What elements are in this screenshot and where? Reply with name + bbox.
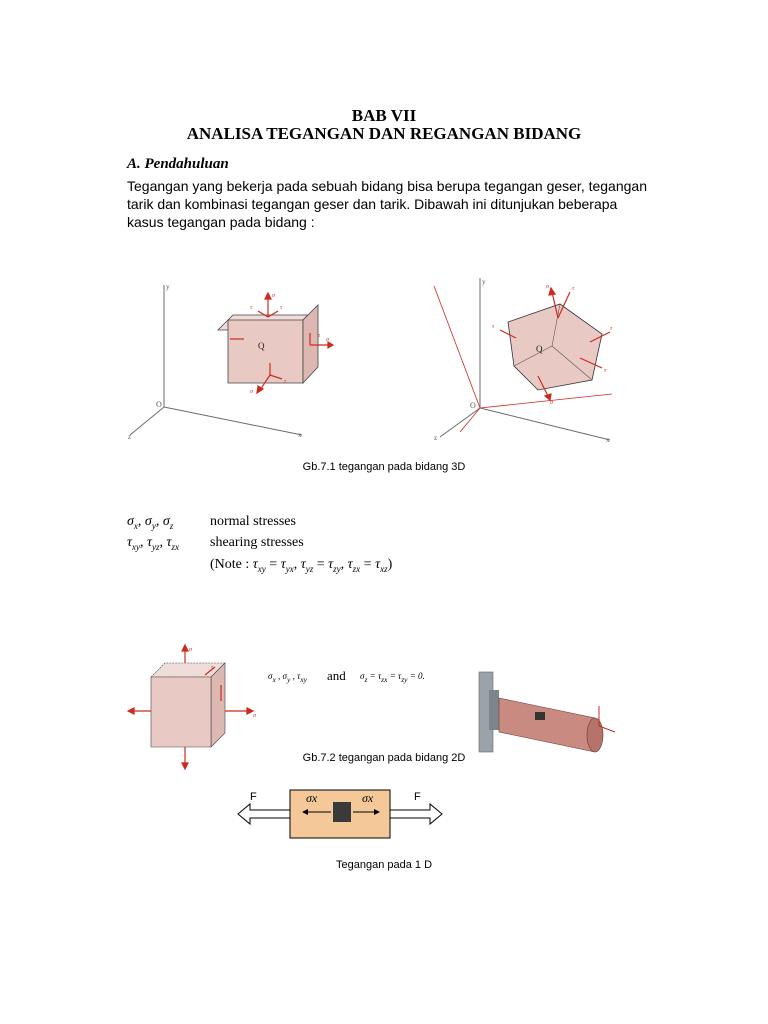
axis-label-x-right: x <box>606 436 610 444</box>
shearing-stresses-label: shearing stresses <box>210 535 304 550</box>
figure-1d-stress <box>236 786 446 846</box>
force-right-label: F <box>414 791 421 803</box>
axis-label-x: x <box>298 431 302 439</box>
origin-label-right: O <box>470 401 476 410</box>
normal-stress-symbols: $\sigma_x$, $\sigma_y$, $\sigma_z$ <box>127 514 174 531</box>
figure-cantilever-cylinder <box>475 662 625 762</box>
axis-label-z: z <box>128 433 132 441</box>
svg-text:σ: σ <box>250 389 253 395</box>
axis-label-y: y <box>166 283 170 291</box>
svg-text:σ: σ <box>189 647 192 653</box>
and-word: and <box>327 668 346 683</box>
svg-text:τ: τ <box>610 326 613 332</box>
svg-text:τ: τ <box>492 324 495 330</box>
svg-text:σ: σ <box>253 713 256 719</box>
svg-text:τ: τ <box>211 665 214 671</box>
force-left-label: F <box>250 791 257 803</box>
plane-stress-zero-condition: $\sigma_z = \tau_{zx} = \tau_{zy} = 0$. <box>360 671 425 684</box>
shear-stress-symbols: $\tau_{xy}$, $\tau_{yz}$, $\tau_{zx}$ <box>127 535 180 552</box>
intro-paragraph: Tegangan yang bekerja pada sebuah bidang bisa berupa tegangan geser, tegangan tarik dan kombinasi tegangan geser dan tarik. Dibawah ini ditunjukan beberapa kasus tegangan pada bidang : <box>127 178 647 230</box>
svg-text:σ: σ <box>546 284 549 290</box>
figure-3d-stress-right <box>420 272 620 447</box>
figure3-caption: Tegangan pada 1 D <box>335 859 433 871</box>
figure2-caption: Gb.7.2 tegangan pada bidang 2D <box>302 752 466 764</box>
svg-text:τ: τ <box>280 305 283 311</box>
svg-text:τ: τ <box>604 368 607 374</box>
axis-label-y-right: y <box>482 278 486 286</box>
note-suffix: ) <box>387 557 393 572</box>
figure1-caption: Gb.7.1 tegangan pada bidang 3D <box>302 461 466 473</box>
axis-label-z-right: z <box>434 434 438 442</box>
svg-text:σ: σ <box>326 337 329 343</box>
point-q-label: Q <box>258 341 265 351</box>
figure-3d-stress-left <box>120 275 329 445</box>
chapter-title: ANALISA TEGANGAN DAN REGANGAN BIDANG <box>186 124 582 143</box>
svg-text:τ: τ <box>572 286 575 292</box>
section-heading: A. Pendahuluan <box>127 156 229 172</box>
svg-text:σ: σ <box>272 293 275 299</box>
shear-symmetry-note: (Note : $\tau_{xy} = \tau_{yx}$, $\tau_{yz} = \tau_{zy}$, $\tau_{zx} = \tau_{xz}$) <box>210 557 393 574</box>
sigma-x-right: σx <box>362 791 374 805</box>
note-prefix: (Note : <box>210 557 250 572</box>
normal-stresses-label: normal stresses <box>210 514 296 529</box>
plane-stress-components: $\sigma_x$ , $\sigma_y$ , $\tau_{xy}$ <box>268 671 307 684</box>
svg-text:τ: τ <box>250 305 253 311</box>
svg-text:τ: τ <box>318 333 321 339</box>
chapter-number: BAB VII <box>351 106 417 125</box>
zero-value: 0. <box>418 671 425 681</box>
svg-text:τ: τ <box>284 379 287 385</box>
svg-text:σ: σ <box>550 400 553 406</box>
sigma-x-left: σx <box>306 791 318 805</box>
point-q-label-right: Q <box>536 344 543 354</box>
origin-label: O <box>156 400 162 409</box>
